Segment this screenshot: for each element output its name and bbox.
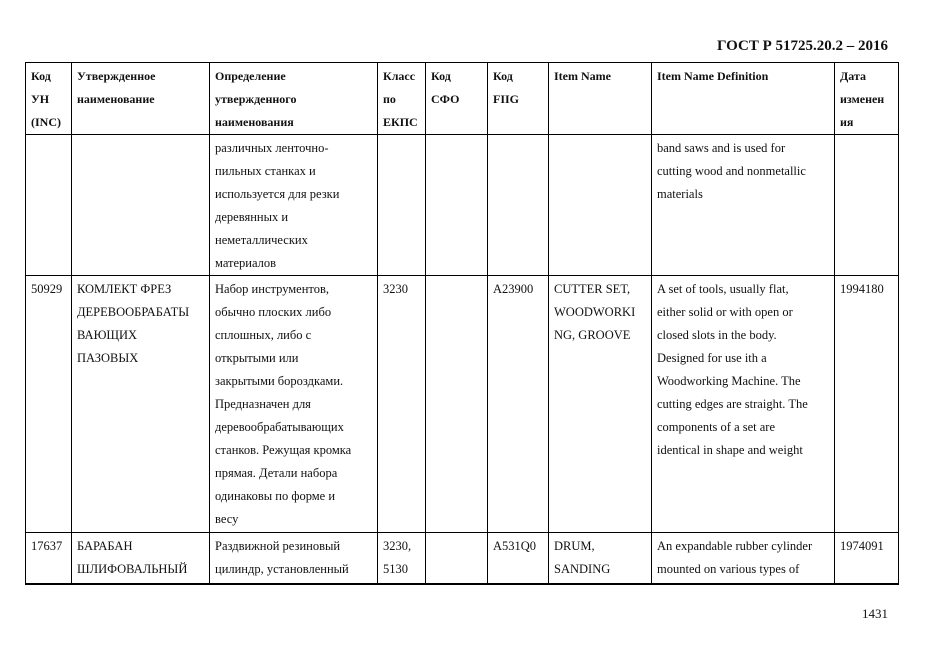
- cell-class: [378, 135, 426, 276]
- column-header-class: Класс по ЕКПС: [378, 63, 426, 135]
- cell-item-definition: A set of tools, usually flat, either solid or with open or closed slots in the body. Designed for use ith a Woodworking Machine. The cutting edges are straight. The components of a set are identical in shape and weight: [652, 276, 835, 533]
- column-header-approved-name: Утвержденное наименование: [72, 63, 210, 135]
- column-header-date: Дата изменен ия: [835, 63, 899, 135]
- column-header-fiig: Код FIIG: [488, 63, 549, 135]
- cell-item-name: CUTTER SET, WOODWORKI NG, GROOVE: [549, 276, 652, 533]
- cell-fiig: A23900: [488, 276, 549, 533]
- cell-class: 3230: [378, 276, 426, 533]
- cell-definition: Набор инструментов, обычно плоских либо сплошных, либо с открытыми или закрытыми бороздками. Предназначен для деревообрабатывающих станков. Режущая кромка прямая. Детали набора одинаковы по форме и весу: [210, 276, 378, 533]
- cell-name: КОМЛЕКТ ФРЕЗ ДЕРЕВООБРАБАТЫ ВАЮЩИХ ПАЗОВЫХ: [72, 276, 210, 533]
- table-row: [26, 276, 899, 533]
- cell-name: БАРАБАН ШЛИФОВАЛЬНЫЙ: [72, 533, 210, 585]
- column-header-code: Код УН (INC): [26, 63, 72, 135]
- table-row: [26, 135, 899, 276]
- cell-code: 17637: [26, 533, 72, 585]
- table-header-row: [26, 63, 899, 135]
- cell-item-name: DRUM, SANDING: [549, 533, 652, 585]
- classification-table: [25, 62, 899, 585]
- cell-item-definition: An expandable rubber cylinder mounted on various types of: [652, 533, 835, 585]
- cell-sfo: [426, 276, 488, 533]
- column-header-definition: Определение утвержденного наименования: [210, 63, 378, 135]
- cell-date: 1974091: [835, 533, 899, 585]
- cell-definition: различных ленточно- пильных станках и используется для резки деревянных и неметаллических материалов: [210, 135, 378, 276]
- document-standard-code: ГОСТ Р 51725.20.2 – 2016: [716, 38, 888, 54]
- page-number: 1431: [862, 606, 888, 621]
- cell-code: 50929: [26, 276, 72, 533]
- cell-item-definition: band saws and is used for cutting wood and nonmetallic materials: [652, 135, 835, 276]
- cell-definition: Раздвижной резиновый цилиндр, установленный: [210, 533, 378, 585]
- cell-date: 1994180: [835, 276, 899, 533]
- column-header-item-definition: Item Name Definition: [652, 63, 835, 135]
- cell-date: [835, 135, 899, 276]
- cell-class: 3230, 5130: [378, 533, 426, 585]
- cell-sfo: [426, 533, 488, 585]
- cell-fiig: [488, 135, 549, 276]
- cell-item-name: [549, 135, 652, 276]
- cell-fiig: A531Q0: [488, 533, 549, 585]
- cell-code: [26, 135, 72, 276]
- table-row: [26, 533, 899, 585]
- column-header-item-name: Item Name: [549, 63, 652, 135]
- column-header-sfo: Код СФО: [426, 63, 488, 135]
- cell-name: [72, 135, 210, 276]
- cell-sfo: [426, 135, 488, 276]
